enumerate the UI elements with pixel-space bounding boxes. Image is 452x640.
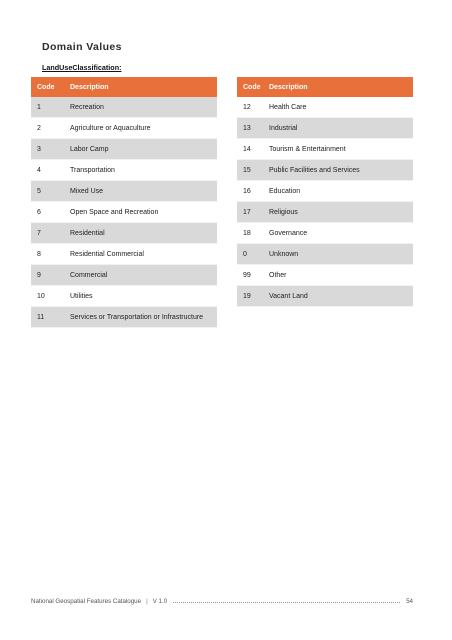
table-row <box>237 265 413 286</box>
description-cell: Health Care <box>263 97 413 118</box>
description-cell: Education <box>263 181 413 202</box>
table-row <box>237 202 413 223</box>
description-cell: Utilities <box>64 286 217 307</box>
table-header-row <box>237 77 413 97</box>
page-footer <box>31 598 413 605</box>
table-row <box>237 160 413 181</box>
table-row <box>31 244 217 265</box>
table-row <box>237 223 413 244</box>
description-cell: Services or Transportation or Infrastructure <box>64 307 217 328</box>
code-cell: 3 <box>31 139 64 160</box>
section-title: Domain Values <box>42 41 122 53</box>
description-cell: Residential <box>64 223 217 244</box>
table-header-row <box>31 77 217 97</box>
code-cell: 1 <box>31 97 64 118</box>
description-cell: Governance <box>263 223 413 244</box>
table-row <box>31 181 217 202</box>
table-row <box>237 118 413 139</box>
code-cell: 5 <box>31 181 64 202</box>
description-cell: Religious <box>263 202 413 223</box>
description-cell: Residential Commercial <box>64 244 217 265</box>
table-row <box>31 286 217 307</box>
description-cell: Agriculture or Aquaculture <box>64 118 217 139</box>
description-cell: Public Facilities and Services <box>263 160 413 181</box>
domain-values-table-right <box>237 77 413 307</box>
code-column-header: Code <box>31 77 64 97</box>
description-cell: Labor Camp <box>64 139 217 160</box>
description-column-header: Description <box>64 77 217 97</box>
code-cell: 14 <box>237 139 263 160</box>
code-cell: 19 <box>237 286 263 307</box>
table-row <box>237 97 413 118</box>
table-row <box>31 202 217 223</box>
code-cell: 99 <box>237 265 263 286</box>
description-cell: Open Space and Recreation <box>64 202 217 223</box>
code-cell: 13 <box>237 118 263 139</box>
table-row <box>31 118 217 139</box>
description-cell: Transportation <box>64 160 217 181</box>
description-cell: Mixed Use <box>64 181 217 202</box>
table-row <box>237 139 413 160</box>
table-row <box>31 160 217 181</box>
code-cell: 4 <box>31 160 64 181</box>
page-number: 54 <box>406 598 413 605</box>
table-row <box>237 244 413 265</box>
description-cell: Tourism & Entertainment <box>263 139 413 160</box>
code-column-header: Code <box>237 77 263 97</box>
code-cell: 7 <box>31 223 64 244</box>
description-cell: Other <box>263 265 413 286</box>
footer-separator: | <box>146 598 148 605</box>
code-cell: 11 <box>31 307 64 328</box>
description-column-header: Description <box>263 77 413 97</box>
code-cell: 6 <box>31 202 64 223</box>
table-row <box>31 265 217 286</box>
description-cell: Recreation <box>64 97 217 118</box>
description-cell: Commercial <box>64 265 217 286</box>
footer-title: National Geospatial Features Catalogue <box>31 598 142 605</box>
code-cell: 17 <box>237 202 263 223</box>
code-cell: 18 <box>237 223 263 244</box>
table-row <box>237 181 413 202</box>
footer-dot-leader <box>173 598 400 603</box>
code-cell: 12 <box>237 97 263 118</box>
code-cell: 9 <box>31 265 64 286</box>
description-cell: Vacant Land <box>263 286 413 307</box>
code-cell: 0 <box>237 244 263 265</box>
footer-version: V 1.0 <box>152 598 168 605</box>
table-row <box>31 139 217 160</box>
table-row <box>31 97 217 118</box>
code-cell: 10 <box>31 286 64 307</box>
code-cell: 2 <box>31 118 64 139</box>
table-row <box>31 307 217 328</box>
code-cell: 16 <box>237 181 263 202</box>
table-row <box>237 286 413 307</box>
table-caption: LandUseClassification: <box>42 63 122 72</box>
code-cell: 8 <box>31 244 64 265</box>
description-cell: Industrial <box>263 118 413 139</box>
domain-values-table-left <box>31 77 217 328</box>
code-cell: 15 <box>237 160 263 181</box>
description-cell: Unknown <box>263 244 413 265</box>
table-row <box>31 223 217 244</box>
